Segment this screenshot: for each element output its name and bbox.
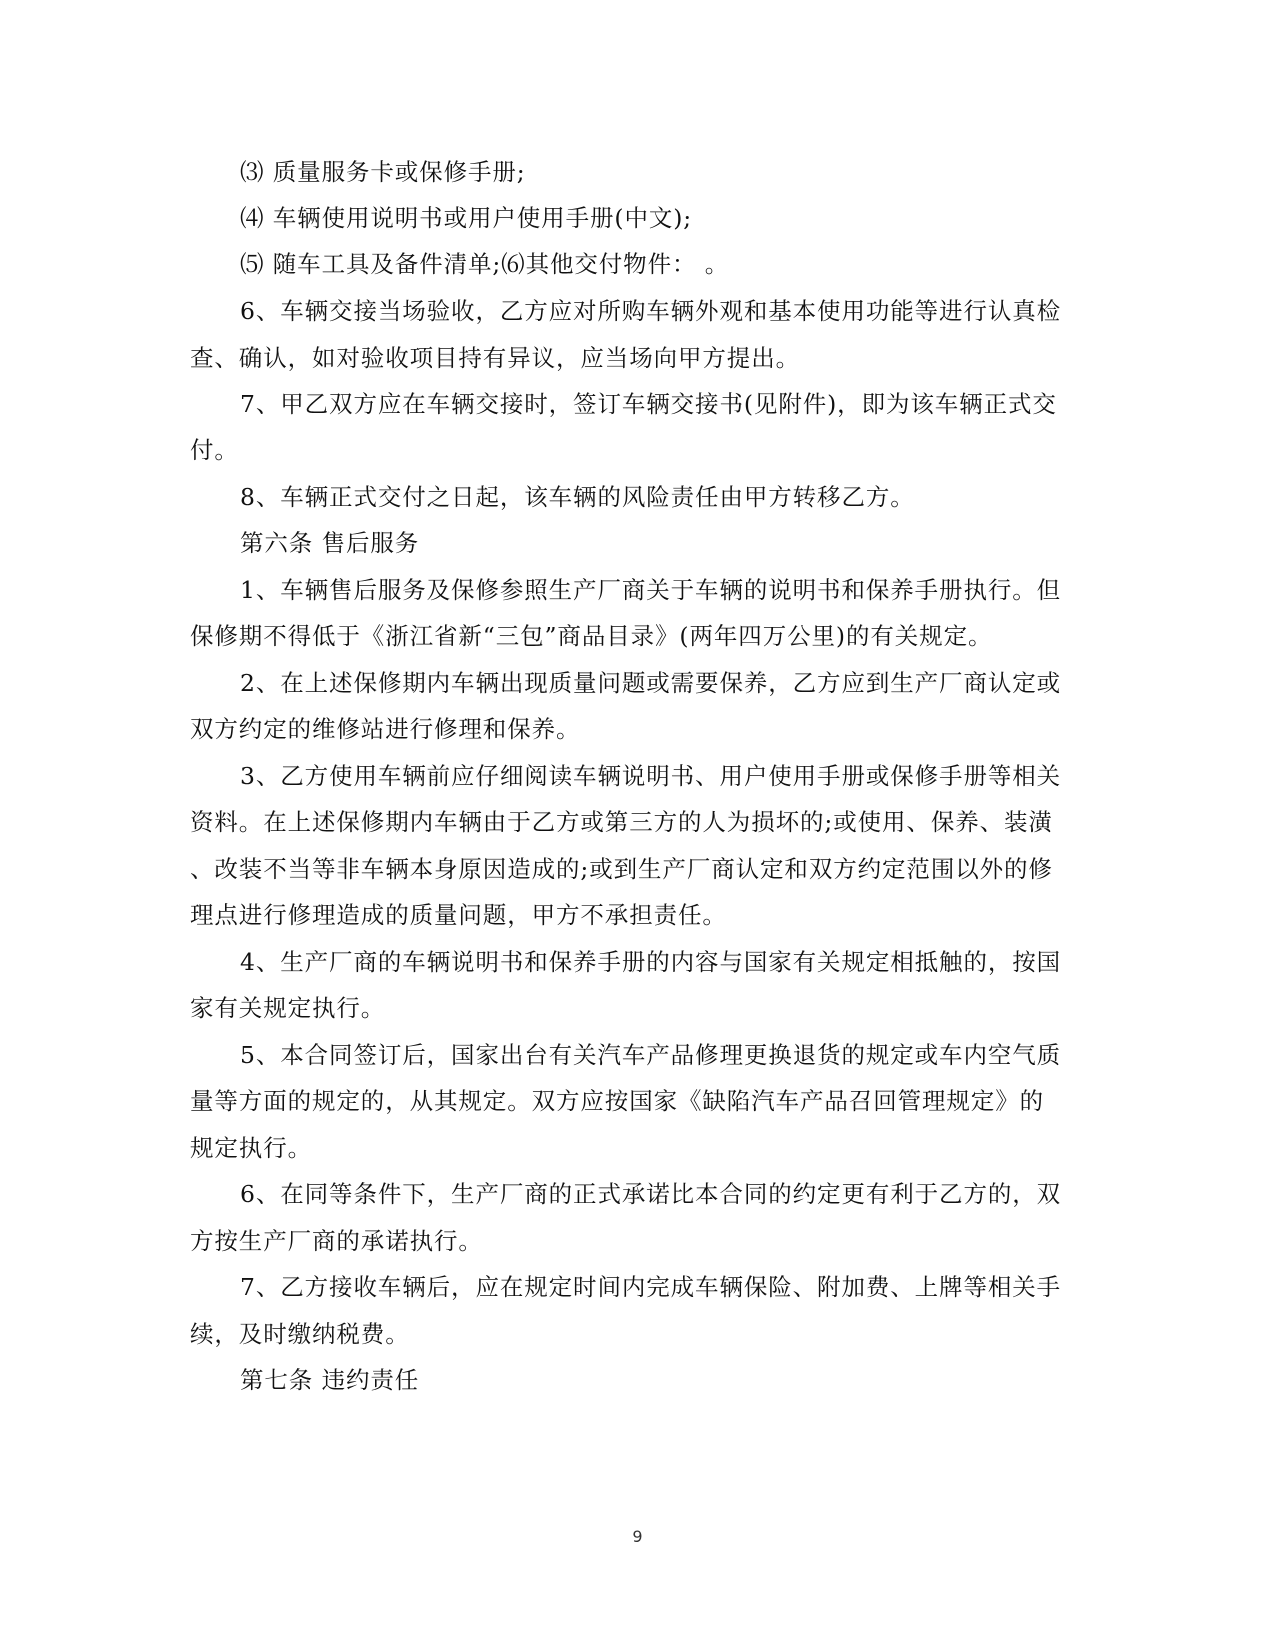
section-heading: 第七条 违约责任	[240, 1366, 420, 1394]
text-line: 4、生产厂商的车辆说明书和保养手册的内容与国家有关规定相抵触的，按国	[240, 948, 1062, 976]
text-line: 7、乙方接收车辆后，应在规定时间内完成车辆保险、附加费、上牌等相关手	[240, 1273, 1062, 1301]
text-line: 方按生产厂商的承诺执行。	[190, 1227, 483, 1255]
text-line: 1、车辆售后服务及保修参照生产厂商关于车辆的说明书和保养手册执行。但	[240, 576, 1062, 604]
section-heading: 第六条 售后服务	[240, 529, 420, 557]
text-line: 双方约定的维修站进行修理和保养。	[190, 715, 581, 743]
text-line: ⑶ 质量服务卡或保修手册;	[240, 158, 526, 186]
page-number: 9	[632, 1527, 643, 1546]
text-line: 量等方面的规定的，从其规定。双方应按国家《缺陷汽车产品召回管理规定》的	[190, 1087, 1044, 1115]
text-line: 、改装不当等非车辆本身原因造成的;或到生产厂商认定和双方约定范围以外的修	[190, 855, 1053, 883]
text-line: ⑸ 随车工具及备件清单;⑹其他交付物件： 。	[240, 250, 730, 278]
text-line: ⑷ 车辆使用说明书或用户使用手册(中文);	[240, 204, 693, 232]
text-line: 家有关规定执行。	[190, 994, 386, 1022]
text-line: 理点进行修理造成的质量问题，甲方不承担责任。	[190, 901, 727, 929]
text-line: 规定执行。	[190, 1134, 312, 1162]
text-line: 7、甲乙双方应在车辆交接时，签订车辆交接书(见附件)，即为该车辆正式交	[240, 390, 1057, 418]
text-line: 保修期不得低于《浙江省新“三包”商品目录》(两年四万公里)的有关规定。	[190, 622, 993, 650]
text-line: 3、乙方使用车辆前应仔细阅读车辆说明书、用户使用手册或保修手册等相关	[240, 762, 1062, 790]
text-line: 资料。在上述保修期内车辆由于乙方或第三方的人为损坏的;或使用、保养、装潢	[190, 808, 1053, 836]
text-line: 查、确认，如对验收项目持有异议，应当场向甲方提出。	[190, 344, 800, 372]
text-line: 续，及时缴纳税费。	[190, 1320, 410, 1348]
text-line: 2、在上述保修期内车辆出现质量问题或需要保养，乙方应到生产厂商认定或	[240, 669, 1062, 697]
text-line: 8、车辆正式交付之日起，该车辆的风险责任由甲方转移乙方。	[240, 483, 915, 511]
text-line: 6、在同等条件下，生产厂商的正式承诺比本合同的约定更有利于乙方的，双	[240, 1180, 1062, 1208]
text-line: 付。	[190, 436, 239, 464]
text-line: 5、本合同签订后，国家出台有关汽车产品修理更换退货的规定或车内空气质	[240, 1041, 1062, 1069]
text-line: 6、车辆交接当场验收，乙方应对所购车辆外观和基本使用功能等进行认真检	[240, 297, 1062, 325]
